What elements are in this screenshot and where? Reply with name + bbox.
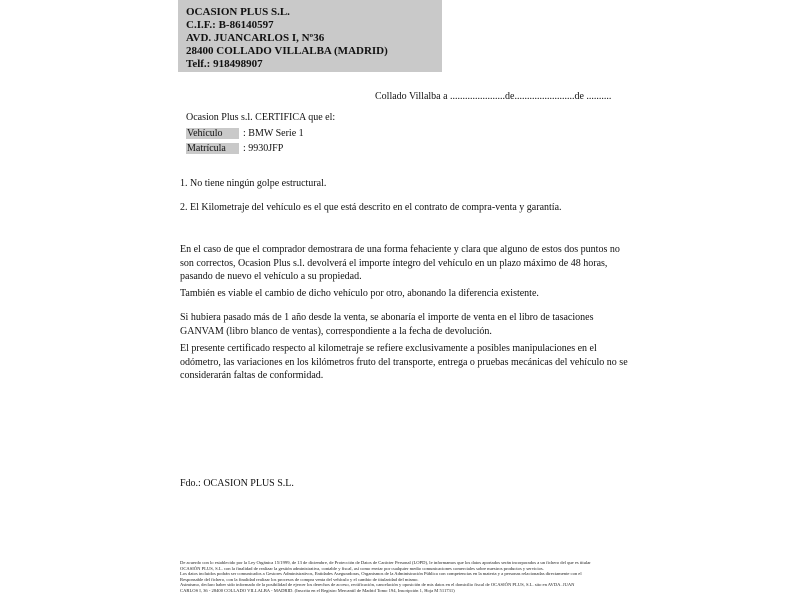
legal-line-2: OCASIÓN PLUS, S.L. con la finalidad de realizar la gestión administrativa, contable y fiscal, así como enviar por cualquier medio comunicaciones comerciales sobre nuestros productos y servicios. [180, 565, 544, 571]
signature-line: Fdo.: OCASION PLUS S.L. [180, 478, 294, 489]
company-address: AVD. JUANCARLOS I, Nº36 [186, 32, 325, 44]
plate-value: : 9930JFP [243, 143, 284, 154]
legal-line-4: Responsable del fichero, con la finalidad realizar los procesos de compra venta del vehículo y el cambio de titularidad del mismo. [180, 576, 419, 582]
plate-field [186, 143, 283, 154]
paragraph-ganvam: Si hubiera pasado más de 1 año desde la venta, se abonaría el importe de venta en el libro de tasaciones GANVAM (libro blanco de ventas), correspondiente a la fecha de devolución. [180, 312, 594, 337]
date-line: Collado Villalba a ......................de........................de .......... [375, 91, 612, 102]
company-cif: C.I.F.: B-86140597 [186, 19, 274, 31]
paragraph-refund: En el caso de que el comprador demostrara de una forma fehaciente y clara que alguno de estos dos puntos no son correctos, Ocasion Plus s.l. devolverá el importe íntegro del vehículo en un plazo máximo de 48 horas, pasando de nuevo el vehículo a su propiedad. [180, 244, 620, 282]
legal-line-5: Asimismo, declaro haber sido informado de la posibilidad de ejercer los derechos de acceso, rectificación, cancelación y oposición de mis datos en el domicilio fiscal de OCASIÓN PLUS, S.L. sito en AVDA. JUAN [180, 582, 575, 588]
paragraph-exchange: También es viable el cambio de dicho vehículo por otro, abonando la diferencia existente. [180, 288, 539, 299]
company-phone: Telf.: 918498907 [186, 58, 263, 70]
legal-line-3: Los datos incluidos podrán ser comunicados a Gestores Administrativos, Entidades Aseguradoras, Organismos de la Administración Pública con competencias en la materia y a personas relacionadas directamente con el [180, 571, 582, 577]
vehicle-value: : BMW Serie 1 [243, 128, 304, 139]
plate-label: Matrícula [186, 143, 239, 154]
company-name: OCASION PLUS S.L. [186, 6, 290, 18]
point-1: 1. No tiene ningún golpe estructural. [180, 178, 327, 189]
company-header-block [178, 0, 442, 72]
vehicle-label: Vehículo [186, 128, 239, 139]
paragraph-odometer: El presente certificado respecto al kilometraje se refiere exclusivamente a posibles manipulaciones en el odómetro, las variaciones en los kilómetros fruto del transporte, entrega o pruebas mecánicas del vehículo no se considerarán faltas de conformidad. [180, 343, 628, 381]
vehicle-field [186, 128, 304, 139]
legal-line-6: CARLOS I, 36 - 28400 COLLADO VILLALBA - MADRID. (Inscrita en el Registro Mercantil de Madrid Tomo 194, Inscripción 1, Hoja M 511731) [180, 587, 455, 593]
legal-line-1: De acuerdo con lo establecido por la Ley Orgánica 15/1999, de 13 de diciembre, de Protección de Datos de Carácter Personal (LOPD), le informamos que los datos aportados serán incorporados a un fichero del que es titular [180, 560, 591, 565]
point-2: 2. El Kilometraje del vehículo es el que está descrito en el contrato de compra-venta y garantía. [180, 202, 562, 213]
legal-footer [180, 560, 630, 594]
certifies-line: Ocasion Plus s.l. CERTIFICA que el: [186, 112, 336, 123]
company-city: 28400 COLLADO VILLALBA (MADRID) [186, 45, 388, 57]
